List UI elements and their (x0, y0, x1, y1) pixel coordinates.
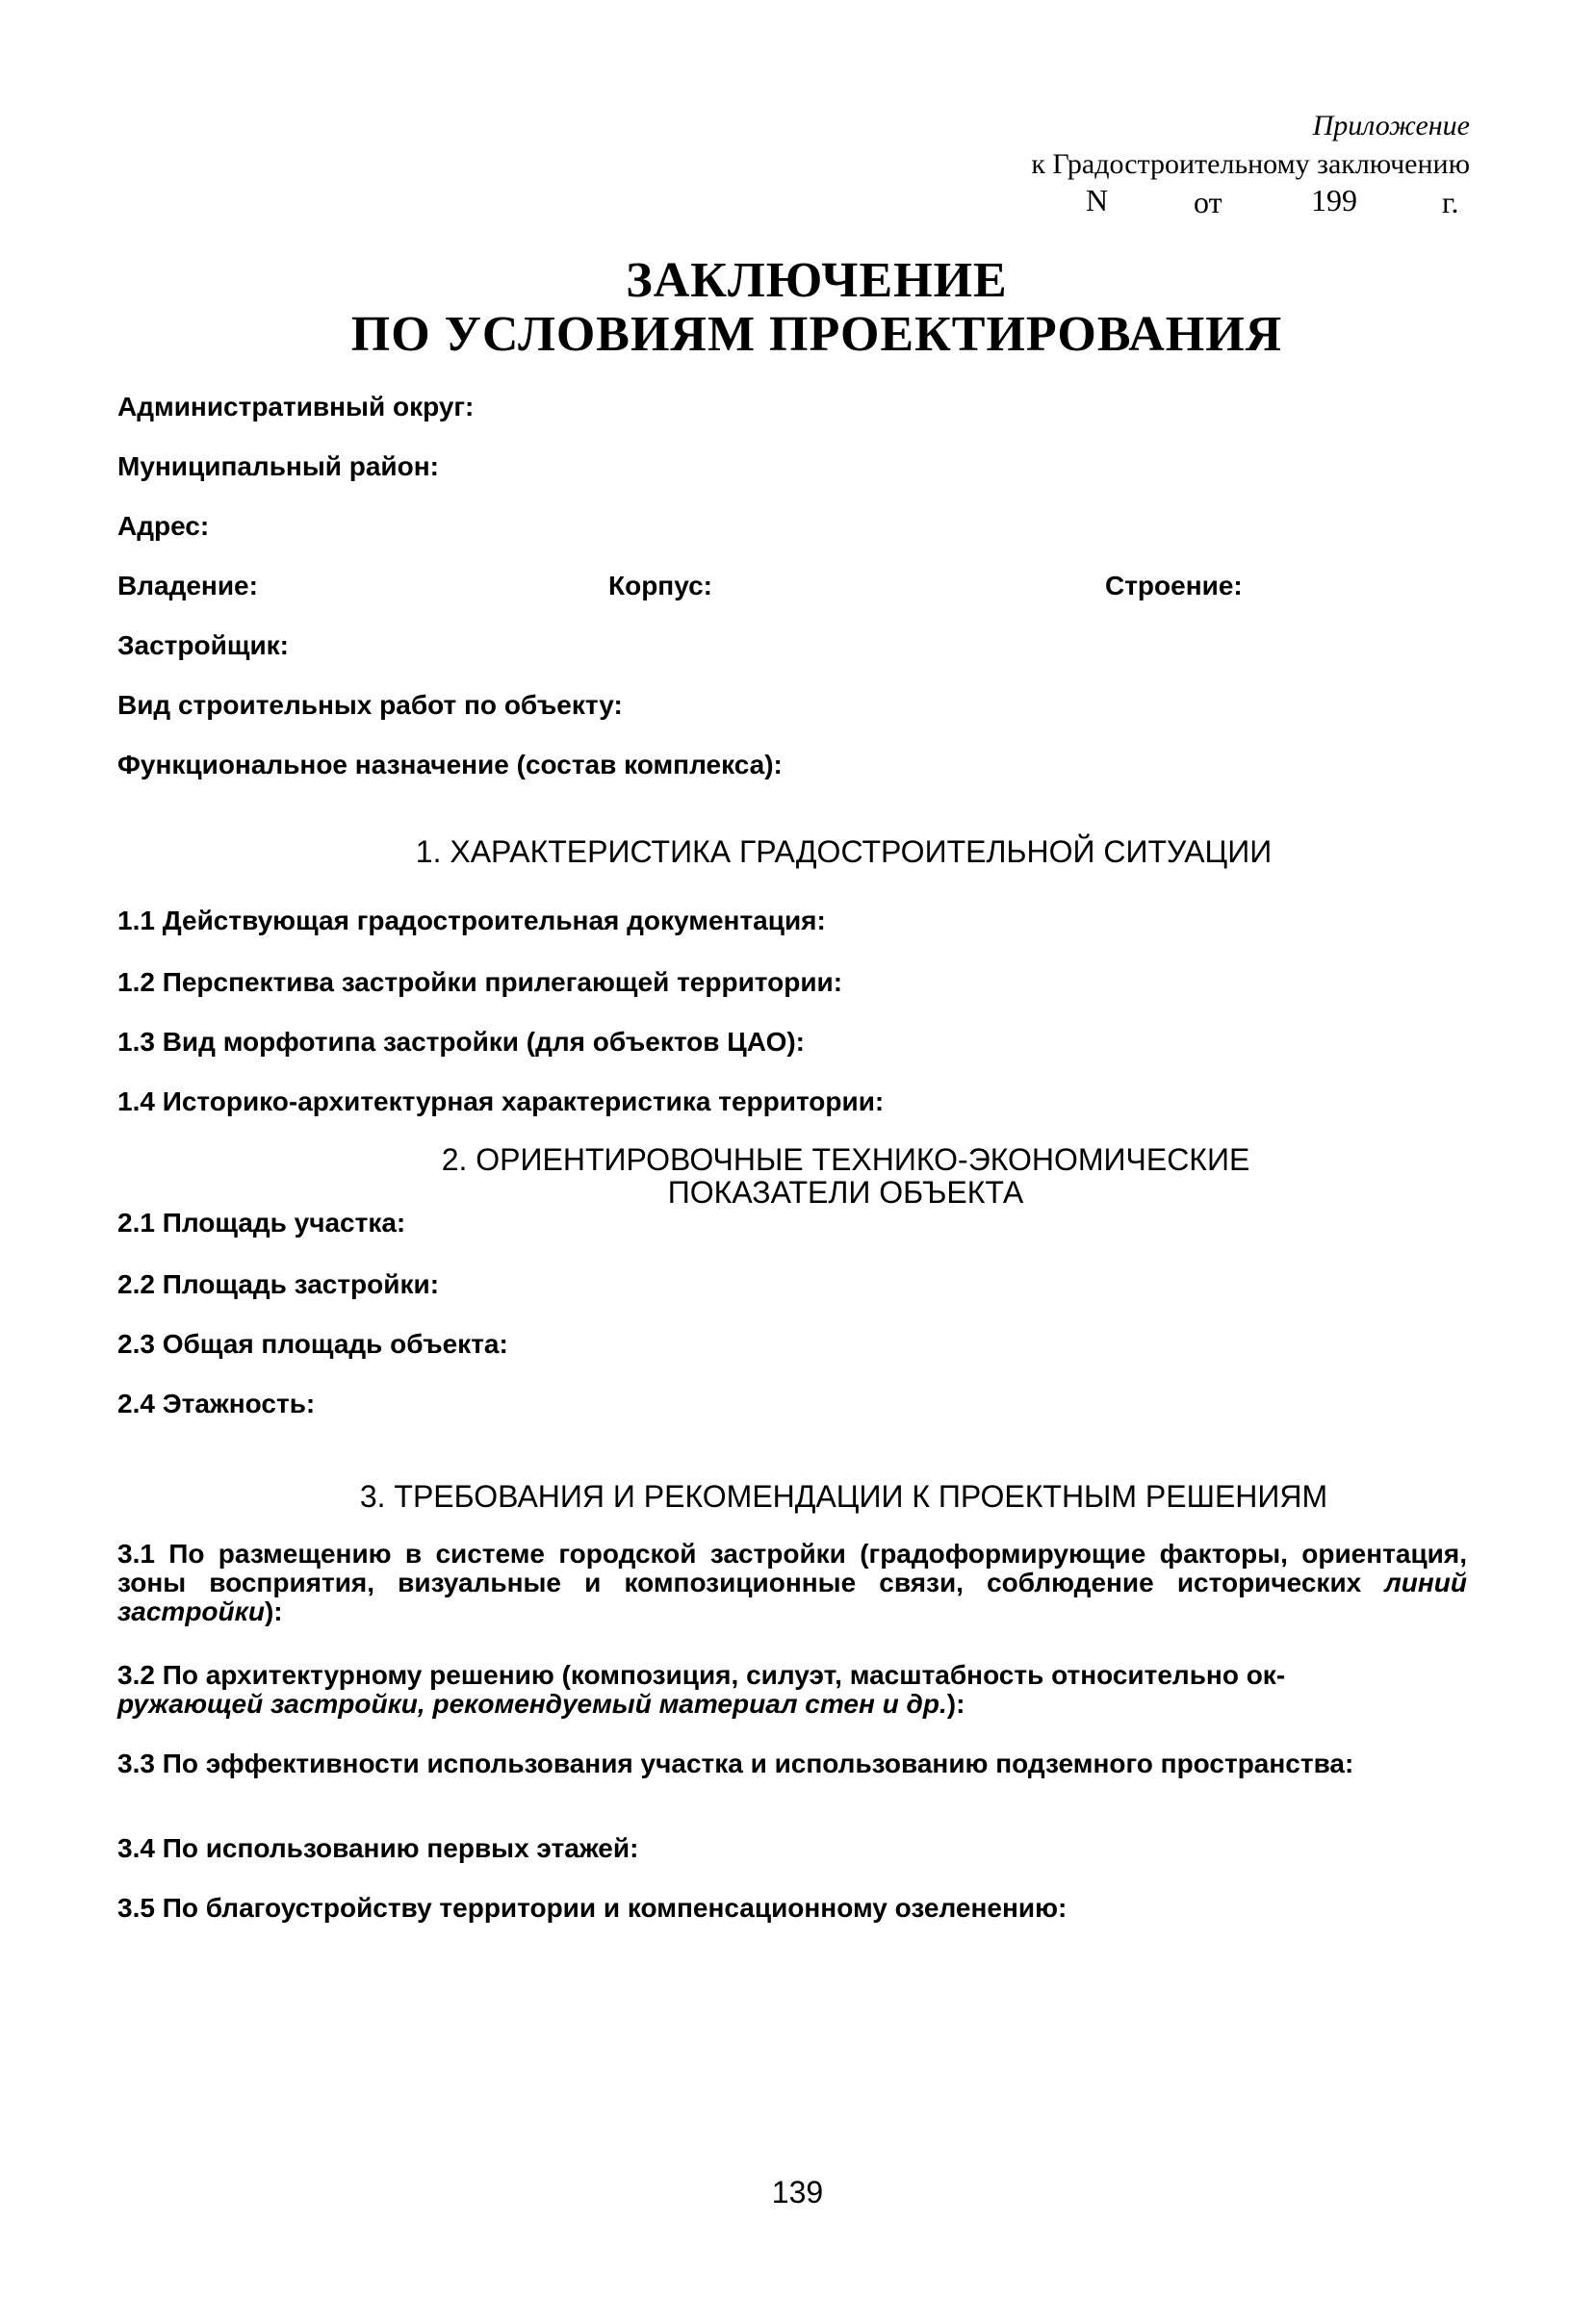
field-municipal: Муниципальный район: (117, 451, 439, 481)
annex-label: Приложение (1312, 110, 1470, 141)
annex-reference: к Градостроительному заключению (1031, 148, 1470, 180)
annex-from-label: от (1194, 185, 1222, 219)
section3-item-1-italic: линий застройки (117, 1568, 1468, 1626)
section3-heading: 3. ТРЕБОВАНИЯ И РЕКОМЕНДАЦИИ К ПРОЕКТНЫМ РЕШЕНИЯМ (359, 1479, 1328, 1514)
section3-item-5: 3.5 По благоустройству территории и компенсационному озеленению: (117, 1893, 1068, 1923)
field-building: Корпус: (608, 571, 712, 600)
section3-item-2 (117, 1661, 1467, 1719)
section3-item-1-text: 3.1 По размещению в системе городской застройки (градоформирующие факторы, ориентация, зоны восприятия, визуальные и композиционные связи, соблюдение исторических (117, 1539, 1467, 1597)
section2-heading-line1: 2. ОРИЕНТИРОВОЧНЫЕ ТЕХНИКО-ЭКОНОМИЧЕСКИЕ (441, 1142, 1250, 1177)
field-developer: Застройщик: (117, 630, 289, 660)
field-structure: Строение: (1105, 571, 1243, 600)
section3-item-2-italic: ружающей застройки, рекомендуемый материал стен и др. (117, 1689, 947, 1719)
section1-item: 1.4 Историко-архитектурная характеристика территории: (117, 1086, 885, 1116)
section3-item-3: 3.3 По эффективности использования участка и использованию подземного пространства: (117, 1749, 1354, 1778)
section1-heading: 1. ХАРАКТЕРИСТИКА ГРАДОСТРОИТЕЛЬНОЙ СИТУАЦИИ (415, 834, 1273, 869)
field-purpose: Функциональное назначение (состав комплекса): (117, 750, 783, 779)
document-title-line1: ЗАКЛЮЧЕНИЕ (626, 253, 1008, 308)
section2-item: 2.1 Площадь участка: (117, 1208, 406, 1238)
section1-item: 1.2 Перспектива застройки прилегающей территории: (117, 967, 843, 997)
annex-year-suffix: г. (1442, 185, 1459, 219)
section2-heading-line2: ПОКАЗАТЕЛИ ОБЪЕКТА (667, 1175, 1024, 1210)
section2-item: 2.3 Общая площадь объекта: (117, 1329, 508, 1359)
section3-item-2-end: ): (946, 1689, 965, 1719)
annex-year: 199 (1311, 183, 1357, 217)
section2-item: 2.4 Этажность: (117, 1389, 316, 1418)
section3-item-4: 3.4 По использованию первых этажей: (117, 1833, 639, 1863)
section3-item-2-text: 3.2 По архитектурному решению (композиция, силуэт, масштабность относительно ок- (117, 1660, 1286, 1690)
field-address: Адрес: (117, 511, 210, 541)
section3-item-1-end: ): (264, 1596, 283, 1626)
page-number: 139 (771, 2175, 824, 2209)
field-holding: Владение: (117, 571, 258, 600)
document-title-line2: ПО УСЛОВИЯМ ПРОЕКТИРОВАНИЯ (350, 307, 1283, 362)
section1-item: 1.1 Действующая градостроительная документация: (117, 906, 826, 935)
section1-item: 1.3 Вид морфотипа застройки (для объектов ЦАО): (117, 1027, 805, 1057)
field-works-type: Вид строительных работ по объекту: (117, 690, 623, 720)
section3-item-1 (117, 1540, 1467, 1626)
annex-number-label: N (1086, 183, 1109, 217)
section2-item: 2.2 Площадь застройки: (117, 1269, 440, 1299)
field-district: Административный округ: (117, 392, 475, 421)
